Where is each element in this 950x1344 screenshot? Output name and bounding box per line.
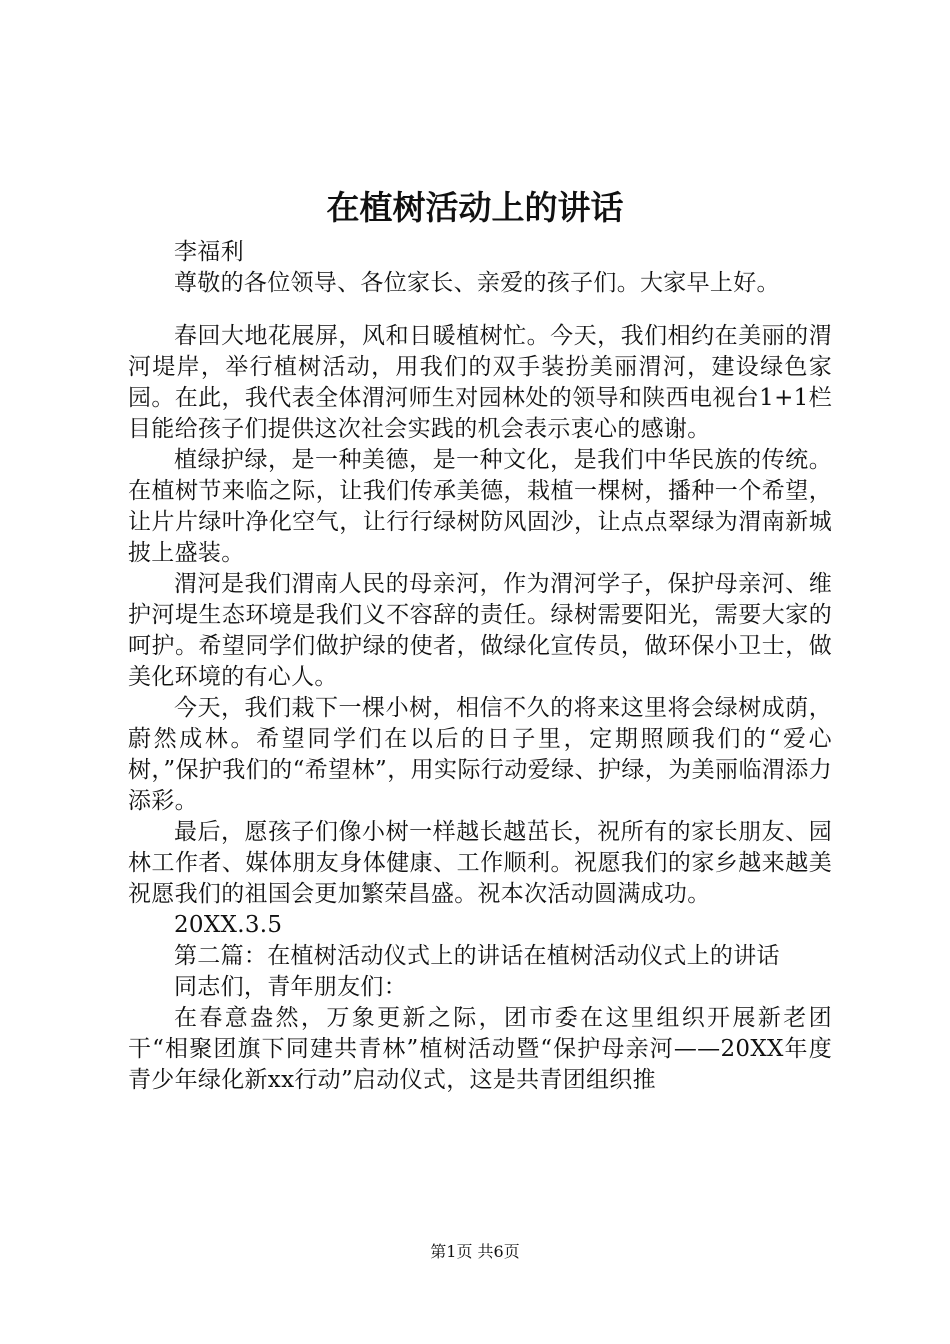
paragraph: 在春意盎然，万象更新之际，团市委在这里组织开展新老团干“相聚团旗下同建共青林”植树活动暨“保护母亲河——20XX年度青少年绿化新xx行动”启动仪式，这是共青团组织推: [128, 1005, 832, 1093]
page-footer: 第1页 共6页: [430, 1242, 520, 1261]
second-greeting-line: 同志们，青年朋友们：: [174, 974, 407, 1000]
paragraph: 植绿护绿，是一种美德，是一种文化，是我们中华民族的传统。在植树节来临之际，让我们传承美德，栽植一棵树，播种一个希望，让片片绿叶净化空气，让行行绿树防风固沙，让点点翠绿为渭南新城披上盛装。: [128, 447, 832, 566]
author-line: 李福利: [174, 239, 244, 265]
document-body: [128, 237, 832, 1096]
paragraph: 今天，我们栽下一棵小树，相信不久的将来这里将会绿树成荫，蔚然成林。希望同学们在以后的日子里，定期照顾我们的“爱心树，”保护我们的“希望林”，用实际行动爱绿、护绿，为美丽临渭添力添彩。: [128, 695, 832, 814]
second-article-title: 第二篇：在植树活动仪式上的讲话在植树活动仪式上的讲话: [174, 943, 780, 969]
paragraph: 最后，愿孩子们像小树一样越长越茁长，祝所有的家长朋友、园林工作者、媒体朋友身体健康、工作顺利。祝愿我们的家乡越来越美祝愿我们的祖国会更加繁荣昌盛。祝本次活动圆满成功。: [128, 819, 832, 907]
greeting-line: 尊敬的各位领导、各位家长、亲爱的孩子们。大家早上好。: [174, 270, 780, 296]
document-title: 在植树活动上的讲话: [326, 188, 624, 227]
date-line: 20XX.3.5: [174, 912, 283, 938]
paragraph: 春回大地花展屏，风和日暖植树忙。今天，我们相约在美丽的渭河堤岸，举行植树活动，用我们的双手装扮美丽渭河，建设绿色家园。在此，我代表全体渭河师生对园林处的领导和陕西电视台1+1栏目能给孩子们提供这次社会实践的机会表示衷心的感谢。: [128, 323, 832, 442]
paragraph: 渭河是我们渭南人民的母亲河，作为渭河学子，保护母亲河、维护河堤生态环境是我们义不容辞的责任。绿树需要阳光，需要大家的呵护。希望同学们做护绿的使者，做绿化宣传员，做环保小卫士，做美化环境的有心人。: [128, 571, 832, 690]
